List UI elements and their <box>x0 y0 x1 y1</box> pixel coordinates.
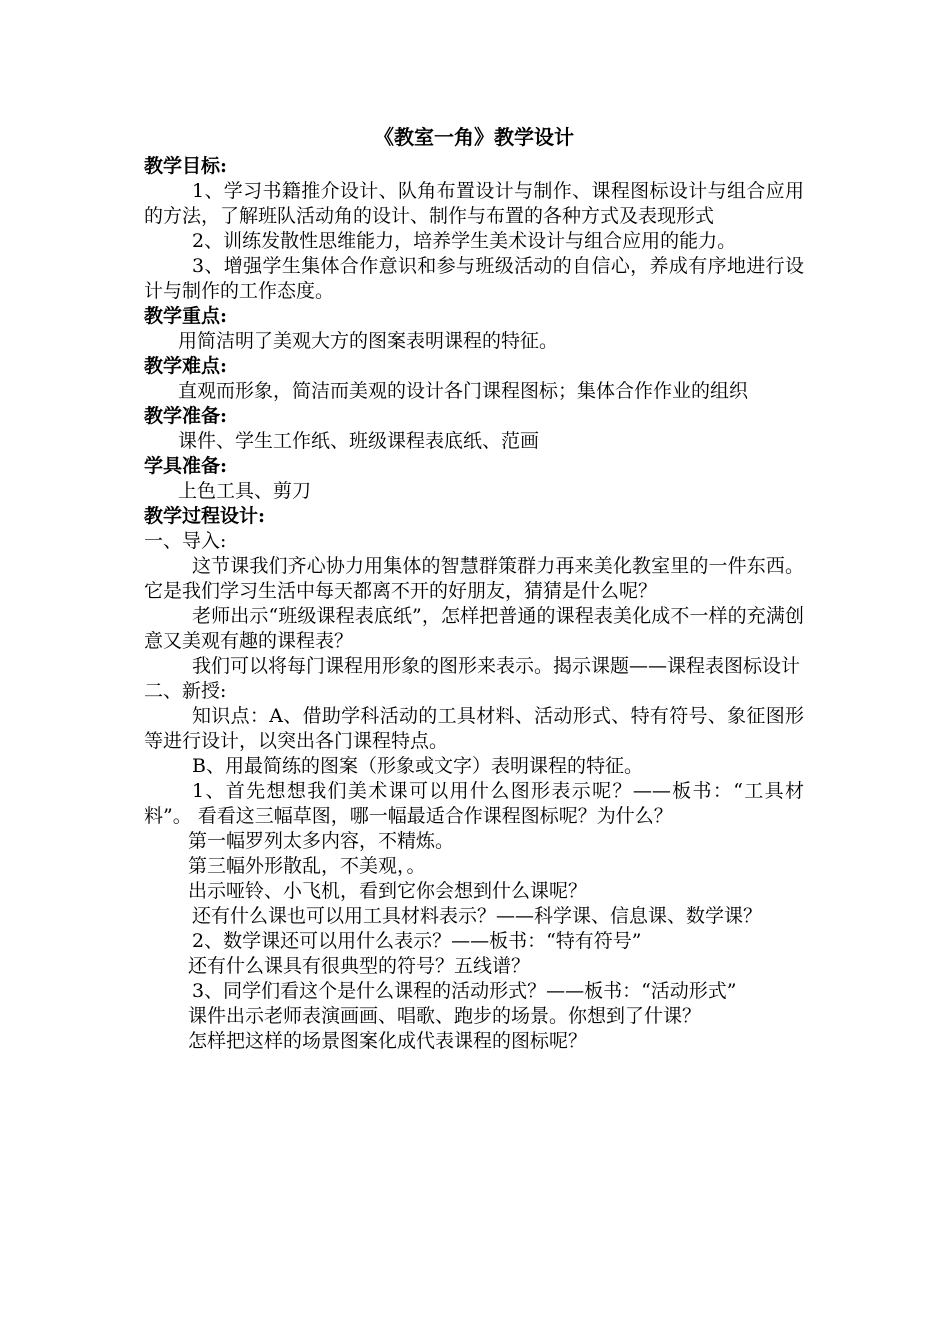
new-lesson-paragraph: 课件出示老师表演画画、唱歌、跑步的场景。你想到了什课？ <box>188 1005 702 1027</box>
tools-heading: 学具准备: <box>144 455 228 477</box>
difficulty-text: 直观而形象，简洁而美观的设计各门课程图标；集体合作作业的组织 <box>178 380 749 402</box>
document-content <box>144 120 804 1054</box>
process-heading: 教学过程设计: <box>144 505 266 527</box>
new-lesson-heading: 二、新授: <box>144 680 227 702</box>
new-lesson-paragraph: 知识点：A、借助学科活动的工具材料、活动形式、特有符号、象征图形等进行设计，以突出各门课程特点。 <box>144 705 804 752</box>
new-lesson-paragraph: 还有什么课具有很典型的符号？五线谱？ <box>188 955 531 977</box>
goals-heading: 教学目标: <box>144 155 228 177</box>
new-lesson-paragraph: 第一幅罗列太多内容，不精炼。 <box>188 830 455 852</box>
intro-paragraph: 这节课我们齐心协力用集体的智慧群策群力再来美化教室里的一件东西。它是我们学习生活中每天都离不开的好朋友，猜猜是什么呢？ <box>144 555 804 602</box>
prep-text: 课件、学生工作纸、班级课程表底纸、范画 <box>178 430 540 452</box>
new-lesson-paragraph: 2、数学课还可以用什么表示？——板书：“特有符号” <box>192 930 642 952</box>
intro-heading: 一、导入: <box>144 530 227 552</box>
intro-paragraph: 我们可以将每门课程用形象的图形来表示。揭示课题——课程表图标设计 <box>192 655 801 677</box>
document-title: 《教室一角》教学设计 <box>374 125 574 149</box>
new-lesson-paragraph: 3、同学们看这个是什么课程的活动形式？——板书：“活动形式” <box>192 980 737 1002</box>
goal-item: 3、增强学生集体合作意识和参与班级活动的自信心，养成有序地进行设计与制作的工作态度。 <box>144 255 804 302</box>
new-lesson-paragraph: 出示哑铃、小飞机，看到它你会想到什么课呢？ <box>188 880 588 902</box>
goal-item: 1、学习书籍推介设计、队角布置设计与制作、课程图标设计与组合应用的方法，了解班队活动角的设计、制作与布置的各种方式及表现形式 <box>144 180 804 227</box>
new-lesson-paragraph: B、用最简练的图案（形象或文字）表明课程的特征。 <box>192 755 643 777</box>
difficulty-heading: 教学难点: <box>144 355 228 377</box>
key-point-text: 用简洁明了美观大方的图案表明课程的特征。 <box>178 330 559 352</box>
key-point-heading: 教学重点: <box>144 305 228 327</box>
new-lesson-paragraph: 怎样把这样的场景图案化成代表课程的图标呢？ <box>188 1030 588 1052</box>
new-lesson-paragraph: 还有什么课也可以用工具材料表示？——科学课、信息课、数学课？ <box>192 905 763 927</box>
tools-text: 上色工具、剪刀 <box>178 480 312 502</box>
goal-item: 2、训练发散性思维能力，培养学生美术设计与组合应用的能力。 <box>192 230 737 252</box>
intro-paragraph: 老师出示“班级课程表底纸”，怎样把普通的课程表美化成不一样的充满创意又美观有趣的课程表？ <box>144 605 804 652</box>
new-lesson-paragraph: 第三幅外形散乱，不美观，。 <box>188 855 426 877</box>
prep-heading: 教学准备: <box>144 405 228 427</box>
new-lesson-paragraph: 1、首先想想我们美术课可以用什么图形表示呢？——板书：“工具材料”。 看看这三幅草图，哪一幅最适合作课程图标呢？为什么？ <box>144 780 804 827</box>
